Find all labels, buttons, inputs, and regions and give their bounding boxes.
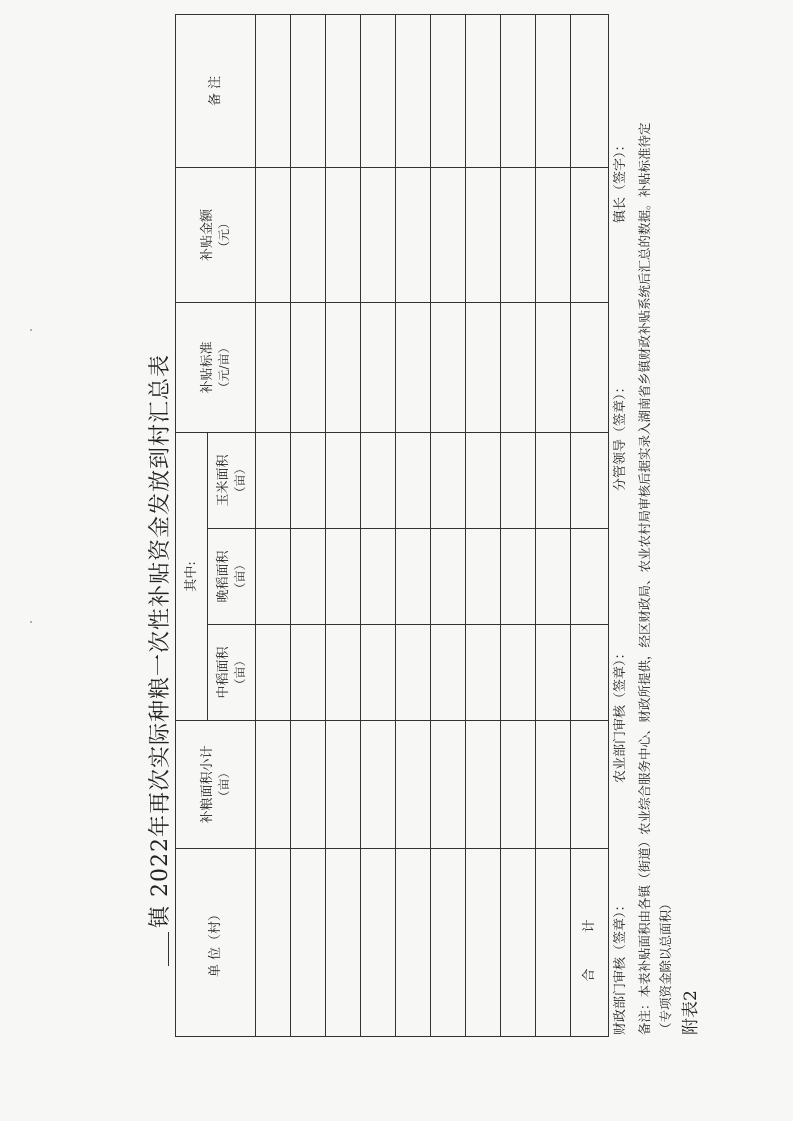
table-cell[interactable] [536,625,571,721]
header-row-1 [176,14,208,1036]
table-cell[interactable] [536,721,571,849]
header-standard: 补贴标准 （元/亩） [176,302,256,432]
table-cell[interactable] [326,432,361,528]
table-cell[interactable] [466,167,501,302]
table-cell[interactable] [466,849,501,1037]
table-cell[interactable] [466,625,501,721]
table-cell[interactable] [501,721,536,849]
table-cell[interactable] [536,529,571,625]
table-cell[interactable] [361,167,396,302]
annex-label: 附表2 [681,990,701,1035]
table-cell[interactable] [571,167,609,302]
table-cell[interactable] [466,721,501,849]
table-cell[interactable] [536,432,571,528]
table-cell[interactable] [396,529,431,625]
table-cell[interactable] [501,625,536,721]
table-cell[interactable] [256,625,291,721]
remark-note: 备注：本表补贴面积由各镇（街道）农业综合服务中心、财政所提供，经区财政局、农业农村局审核后据实录入湖南省乡镇财政补贴系统后汇总的数据。补贴标准待定（专项资金除以总面积） [637,122,673,1035]
table-cell[interactable] [256,849,291,1037]
table-row [361,14,396,1036]
table-cell[interactable] [396,14,431,167]
table-cell[interactable] [396,625,431,721]
table-cell[interactable] [256,167,291,302]
table-cell[interactable] [431,529,466,625]
table-cell[interactable] [256,14,291,167]
table-row [431,14,466,1036]
table-cell[interactable] [361,432,396,528]
table-cell[interactable] [361,721,396,849]
header-amount: 补贴金额 （元） [176,167,256,302]
table-cell[interactable] [326,14,361,167]
table-cell[interactable] [291,432,326,528]
table-cell[interactable] [291,167,326,302]
table-cell[interactable] [466,529,501,625]
table-cell[interactable] [431,14,466,167]
header-late-rice: 晚稻面积 （亩） [208,529,256,625]
table-cell[interactable] [326,849,361,1037]
table-cell[interactable] [431,721,466,849]
table-cell[interactable] [396,721,431,849]
scan-speck [30,329,32,331]
table-cell[interactable] [326,625,361,721]
table-cell[interactable] [256,721,291,849]
table-cell[interactable] [431,432,466,528]
table-cell[interactable] [431,167,466,302]
table-cell[interactable] [326,529,361,625]
table-cell[interactable] [361,849,396,1037]
table-row [501,14,536,1036]
mayor-signature: 镇长（签字）： [613,138,628,223]
total-row [571,14,609,1036]
summary-table [175,14,609,1037]
table-cell[interactable] [361,625,396,721]
table-row [466,14,501,1036]
table-cell[interactable] [571,529,609,625]
table-cell[interactable] [501,849,536,1037]
table-cell[interactable] [466,14,501,167]
leader-signature: 分管领导（签章）： [613,380,628,491]
header-mid-rice: 中稻面积 （亩） [208,625,256,721]
table-row [536,14,571,1036]
table-cell[interactable] [466,432,501,528]
table-row [256,14,291,1036]
table-cell[interactable] [501,167,536,302]
agriculture-signature: 农业部门审核（签章）： [613,646,628,783]
table-cell[interactable] [466,302,501,432]
table-cell[interactable] [361,529,396,625]
table-cell[interactable] [326,167,361,302]
scan-speck [30,621,32,623]
table-cell[interactable] [501,529,536,625]
table-cell[interactable] [396,849,431,1037]
table-cell[interactable] [501,302,536,432]
table-row [396,14,431,1036]
table-cell[interactable] [396,302,431,432]
header-corn: 玉米面积 （亩） [208,432,256,528]
table-cell[interactable] [361,14,396,167]
table-cell[interactable] [571,302,609,432]
table-cell[interactable] [501,432,536,528]
table-row [291,14,326,1036]
table-body [256,14,571,1036]
header-of-which: 其中: [176,432,208,720]
town-name-blank [150,932,169,966]
table-cell[interactable] [536,14,571,167]
table-cell[interactable] [431,849,466,1037]
table-cell[interactable] [536,302,571,432]
table-cell[interactable] [361,302,396,432]
table-cell[interactable] [431,302,466,432]
document-title [143,354,174,966]
table-cell[interactable] [501,14,536,167]
table-cell[interactable] [536,167,571,302]
table-cell[interactable] [256,529,291,625]
table-cell[interactable] [571,14,609,167]
header-remarks: 备 注 [176,14,256,167]
table-cell[interactable] [256,432,291,528]
table-cell[interactable] [291,625,326,721]
table-cell[interactable] [291,14,326,167]
table-cell[interactable] [536,849,571,1037]
header-subtotal: 补粮面积小计 （亩） [176,721,256,849]
finance-signature: 财政部门审核（签章）： [613,898,628,1035]
table-row [326,14,361,1036]
title-text: 镇 2022年再次实际种粮一次性补贴资金发放到村汇总表 [148,354,173,928]
table-cell[interactable] [256,302,291,432]
total-label: 合 计 [571,849,609,1037]
table-cell[interactable] [431,625,466,721]
header-unit: 单 位（村） [176,849,256,1037]
table-cell[interactable] [291,302,326,432]
table-cell[interactable] [571,625,609,721]
table-cell[interactable] [396,167,431,302]
table-cell[interactable] [571,721,609,849]
table-cell[interactable] [396,432,431,528]
table-cell[interactable] [326,302,361,432]
table-cell[interactable] [291,721,326,849]
table-cell[interactable] [291,849,326,1037]
table-cell[interactable] [291,529,326,625]
table-cell[interactable] [571,432,609,528]
table-cell[interactable] [326,721,361,849]
